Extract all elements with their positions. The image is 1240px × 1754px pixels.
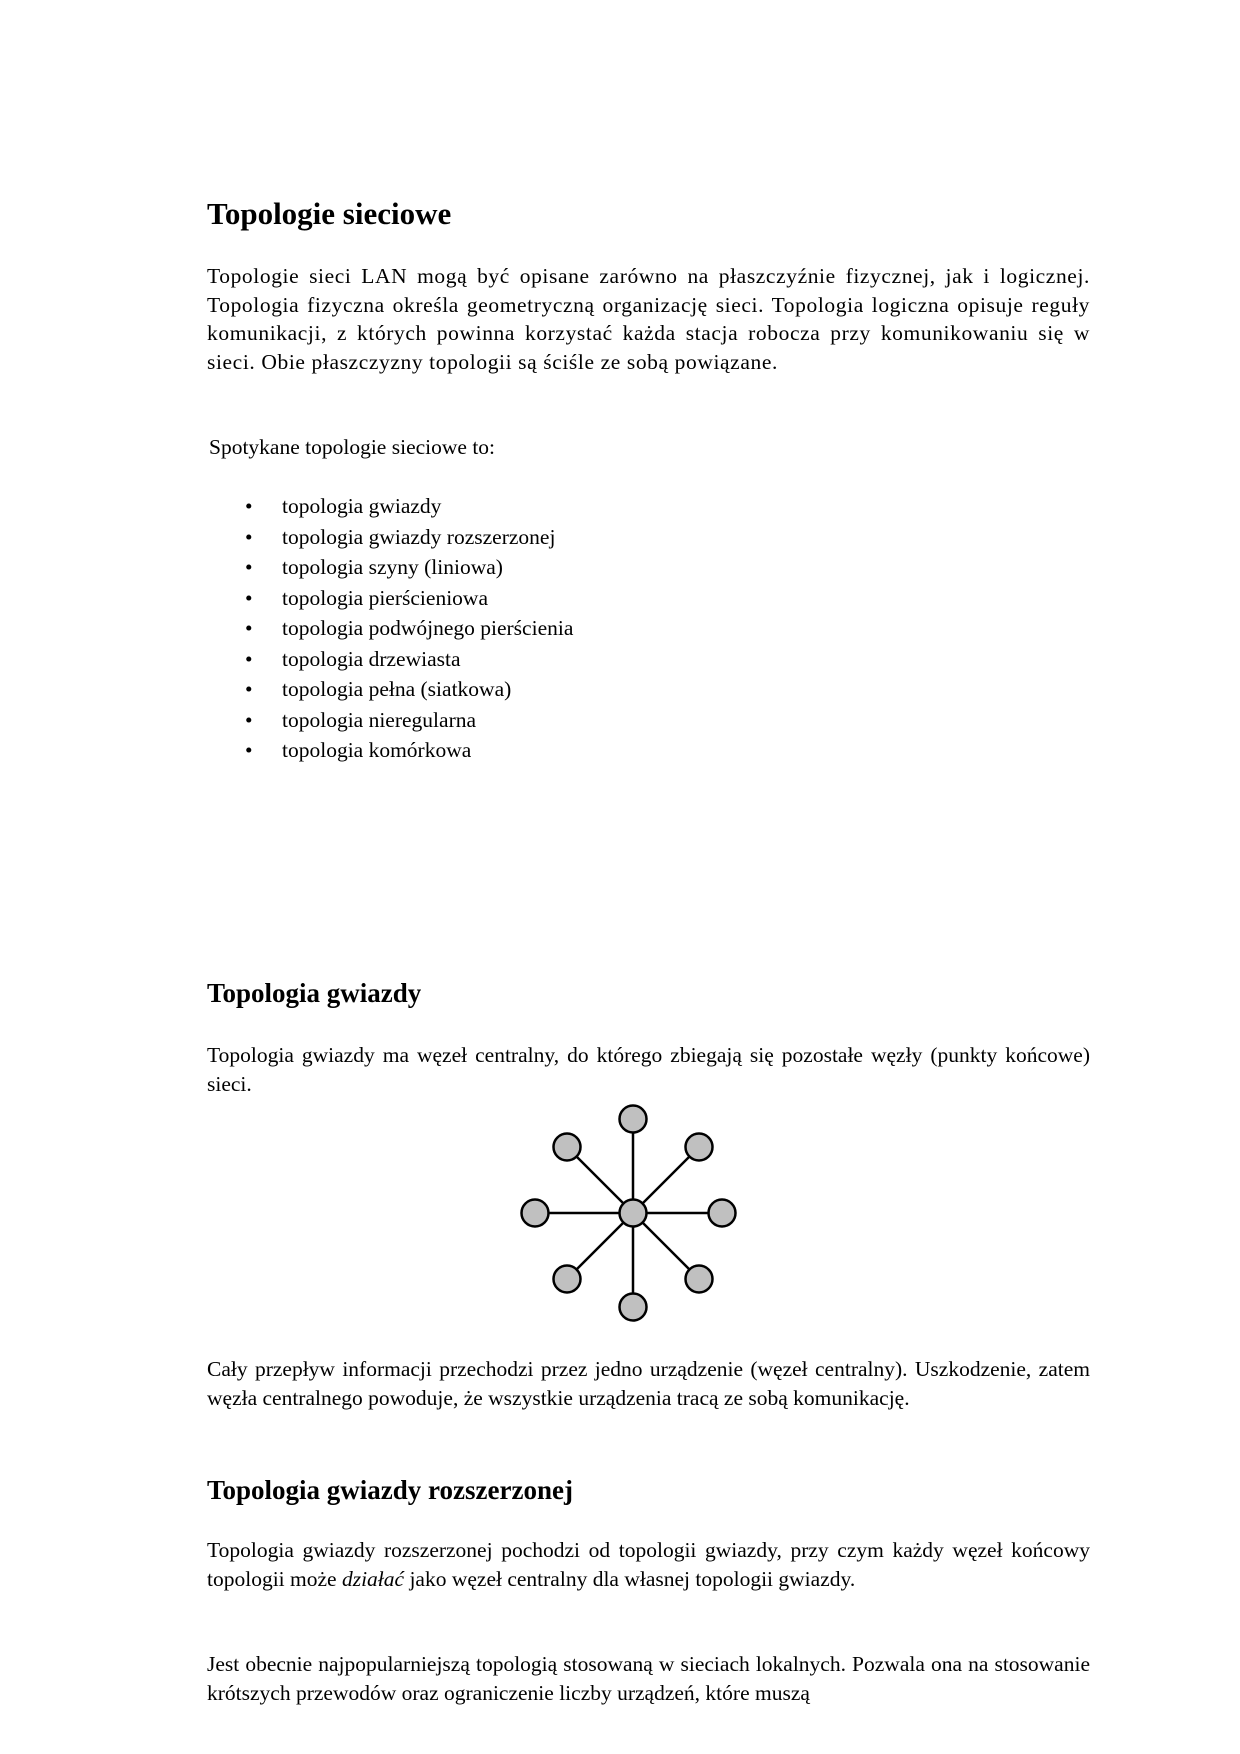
list-item-text: topologia podwójnego pierścienia <box>282 616 574 640</box>
bullet-icon: • <box>245 524 253 549</box>
star-paragraph-2: Cały przepływ informacji przechodzi przez jedno urządzenie (węzeł centralny). Uszkodzenie, zatem węzła centralnego powoduje, że wszystkie urządzenia tracą ze sobą komunikację. <box>207 1357 1090 1410</box>
end-node <box>522 1200 549 1227</box>
end-node <box>554 1266 581 1293</box>
intro-paragraph: Topologie sieci LAN mogą być opisane zarówno na płaszczyźnie fizycznej, jak i logicznej. Topologia fizyczna określa geometryczną organizację sieci. Topologia logiczna opisuje reguły komunikacji, z których powinna korzystać każda stacja robocza przy komunikowaniu się w sieci. Obie płaszczyzny topologii są ściśle ze sobą powiązane. <box>207 264 1090 374</box>
list-item-text: topologia komórkowa <box>282 738 472 762</box>
emphasis-text: działać <box>341 1566 405 1591</box>
list-item-text: topologia szyny (liniowa) <box>282 555 503 579</box>
end-node <box>554 1134 581 1161</box>
list-item-text: topologia gwiazdy rozszerzonej <box>282 524 556 549</box>
end-node <box>620 1106 647 1133</box>
text: jako węzeł centralny dla własnej topologii gwiazdy. <box>404 1566 856 1591</box>
bullet-icon: • <box>245 738 253 762</box>
text: Topologia gwiazdy rozszerzonej pochodzi od topologii gwiazdy, przy czym każdy węzeł końcowy topologii może <box>207 1538 1090 1591</box>
list-item-text: topologia gwiazdy <box>282 494 442 518</box>
bullet-icon: • <box>245 585 253 610</box>
star-paragraph-1: Topologia gwiazdy ma węzeł centralny, do którego zbiegają się pozostałe węzły (punkty końcowe) sieci. <box>207 1043 1090 1096</box>
heading-topologia-gwiazdy: Topologia gwiazdy <box>207 978 422 1008</box>
end-node <box>686 1266 713 1293</box>
bullet-icon: • <box>245 555 253 579</box>
heading-topologie-sieciowe: Topologie sieciowe <box>207 196 452 231</box>
extended-star-paragraph-1 <box>207 1536 1090 1593</box>
list-intro: Spotykane topologie sieciowe to: <box>209 435 496 459</box>
bullet-icon: • <box>245 494 253 518</box>
bullet-icon: • <box>245 646 253 671</box>
central-node <box>620 1200 647 1227</box>
end-node <box>709 1200 736 1227</box>
bullet-icon: • <box>245 707 253 732</box>
bullet-icon: • <box>245 677 253 701</box>
list-item-text: topologia pierścieniowa <box>282 585 488 610</box>
bullet-icon: • <box>245 616 253 640</box>
end-node <box>620 1294 647 1321</box>
heading-topologia-gwiazdy-rozszerzonej: Topologia gwiazdy rozszerzonej <box>207 1475 573 1505</box>
list-item-text: topologia nieregularna <box>282 707 477 732</box>
list-item-text: topologia drzewiasta <box>282 646 461 671</box>
end-node <box>686 1134 713 1161</box>
list-item-text: topologia pełna (siatkowa) <box>282 677 512 701</box>
extended-star-paragraph-2: Jest obecnie najpopularniejszą topologią stosowaną w sieciach lokalnych. Pozwala ona na stosowanie krótszych przewodów oraz ograniczenie liczby urządzeń, które muszą <box>207 1652 1090 1705</box>
